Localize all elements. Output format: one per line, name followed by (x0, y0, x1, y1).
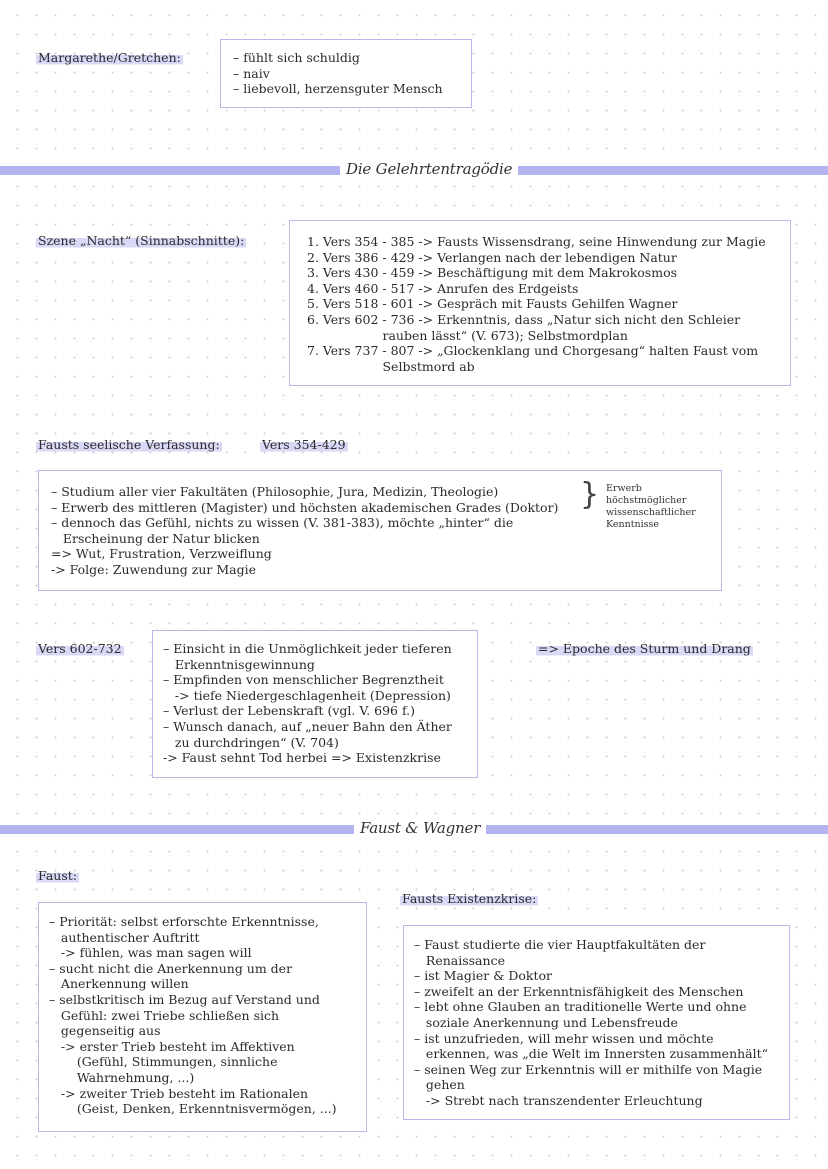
list-item: – Wunsch danach, auf „neuer Bahn den Äther (163, 718, 452, 734)
section-title-faust-wagner: Faust & Wagner (354, 819, 486, 837)
list-item: Erkenntnisgewinnung (163, 656, 315, 672)
curly-brace: } (580, 477, 600, 512)
existenzkrise-list (414, 937, 768, 1109)
list-item: => Wut, Frustration, Verzweiflung (51, 546, 272, 562)
existenzkrise-box (403, 925, 790, 1120)
existenzkrise-label: Fausts Existenzkrise: (402, 891, 537, 906)
nacht-label: Szene „Nacht“ (Sinnabschnitte): (38, 233, 245, 248)
list-item: soziale Anerkennung und Lebensfreude (414, 1014, 678, 1030)
list-item: -> Folge: Zuwendung zur Magie (51, 561, 256, 577)
list-item: zu durchdringen“ (V. 704) (163, 734, 339, 750)
list-item: – ist Magier & Doktor (414, 968, 552, 984)
list-item: -> tiefe Niedergeschlagenheit (Depression) (163, 687, 451, 703)
list-item: Wahrnehmung, ...) (49, 1069, 195, 1085)
list-item: – Empfinden von menschlicher Begrenztheit (163, 672, 444, 688)
list-item: – dennoch das Gefühl, nichts zu wissen (V. 381-383), möchte „hinter“ die (51, 515, 514, 531)
verfassung-label: Fausts seelische Verfassung: (38, 437, 220, 452)
list-item: – liebevoll, herzensguter Mensch (233, 81, 443, 97)
list-item: gegenseitig aus (49, 1023, 161, 1039)
note-line: Erwerb (606, 483, 642, 494)
nacht-list (307, 234, 766, 374)
list-item: rauben lässt“ (V. 673); Selbstmordplan (307, 327, 628, 343)
list-item: 6. Vers 602 - 736 -> Erkenntnis, dass „Natur sich nicht den Schleier (307, 311, 741, 327)
list-item: (Gefühl, Stimmungen, sinnliche (49, 1054, 278, 1070)
list-item: -> Faust sehnt Tod herbei => Existenzkrise (163, 750, 441, 766)
gretchen-box (220, 39, 472, 108)
verfassung-box (38, 470, 722, 591)
list-item: – Studium aller vier Fakultäten (Philosophie, Jura, Medizin, Theologie) (51, 484, 499, 499)
vers602-list (163, 641, 452, 766)
list-item: – ist unzufrieden, will mehr wissen und möchte (414, 1030, 714, 1046)
faust-box (38, 902, 367, 1132)
list-item: – Priorität: selbst erforschte Erkenntnisse, (49, 914, 319, 929)
list-item: 4. Vers 460 - 517 -> Anrufen des Erdgeists (307, 280, 579, 296)
verfassung-list (51, 484, 558, 578)
list-item: – Erwerb des mittleren (Magister) und höchsten akademischen Grades (Doktor) (51, 499, 559, 515)
epoch-note: => Epoche des Sturm und Drang (538, 641, 751, 656)
list-item: – naiv (233, 65, 270, 81)
list-item: Selbstmord ab (307, 358, 475, 374)
note-line: wissenschaftlicher (606, 507, 696, 518)
list-item: – lebt ohne Glauben an traditionelle Werte und ohne (414, 999, 747, 1015)
list-item: -> zweiter Trieb besteht im Rationalen (49, 1085, 309, 1101)
section-title-gelehrtentragoedie: Die Gelehrtentragödie (340, 160, 518, 178)
gretchen-label: Margarethe/Gretchen: (38, 50, 181, 65)
faust-list (49, 914, 337, 1117)
list-item: – zweifelt an der Erkenntnisfähigkeit des Menschen (414, 983, 744, 999)
list-item: 3. Vers 430 - 459 -> Beschäftigung mit dem Makrokosmos (307, 265, 678, 281)
list-item: authentischer Auftritt (49, 929, 200, 945)
list-item: erkennen, was „die Welt im Innersten zusammenhält“ (414, 1046, 769, 1062)
list-item: 2. Vers 386 - 429 -> Verlangen nach der lebendigen Natur (307, 249, 677, 265)
list-item: 5. Vers 518 - 601 -> Gespräch mit Fausts Gehilfen Wagner (307, 296, 678, 312)
list-item: – Faust studierte die vier Hauptfakultäten der (414, 937, 706, 952)
list-item: -> Strebt nach transzendenter Erleuchtung (414, 1092, 703, 1108)
faust-label: Faust: (38, 868, 77, 883)
note-line: höchstmöglicher (606, 495, 687, 506)
list-item: – fühlt sich schuldig (233, 50, 360, 65)
list-item: – sucht nicht die Anerkennung um der (49, 960, 293, 976)
note-line: Kenntnisse (606, 519, 660, 530)
vers602-label: Vers 602-732 (38, 641, 122, 656)
list-item: Erscheinung der Natur blicken (51, 530, 260, 546)
list-item: gehen (414, 1077, 465, 1093)
vers602-box (152, 630, 478, 778)
list-item: – Verlust der Lebenskraft (vgl. V. 696 f.) (163, 703, 416, 719)
list-item: (Geist, Denken, Erkenntnisvermögen, ...) (49, 1101, 337, 1117)
verfassung-side-note (606, 483, 696, 531)
verfassung-verse: Vers 354-429 (262, 437, 346, 452)
list-item: – selbstkritisch im Bezug auf Verstand und (49, 991, 320, 1007)
list-item: -> erster Trieb besteht im Affektiven (49, 1038, 295, 1054)
list-item: Renaissance (414, 952, 505, 968)
list-item: Gefühl: zwei Triebe schließen sich (49, 1007, 280, 1023)
list-item: 1. Vers 354 - 385 -> Fausts Wissensdrang, seine Hinwendung zur Magie (307, 234, 766, 249)
list-item: – Einsicht in die Unmöglichkeit jeder tieferen (163, 641, 452, 656)
list-item: – seinen Weg zur Erkenntnis will er mithilfe von Magie (414, 1061, 763, 1077)
list-item: Anerkennung willen (49, 976, 189, 992)
gretchen-list (233, 50, 443, 97)
list-item: 7. Vers 737 - 807 -> „Glockenklang und Chorgesang“ halten Faust vom (307, 343, 759, 359)
nacht-box (289, 220, 791, 386)
list-item: -> fühlen, was man sagen will (49, 945, 252, 961)
